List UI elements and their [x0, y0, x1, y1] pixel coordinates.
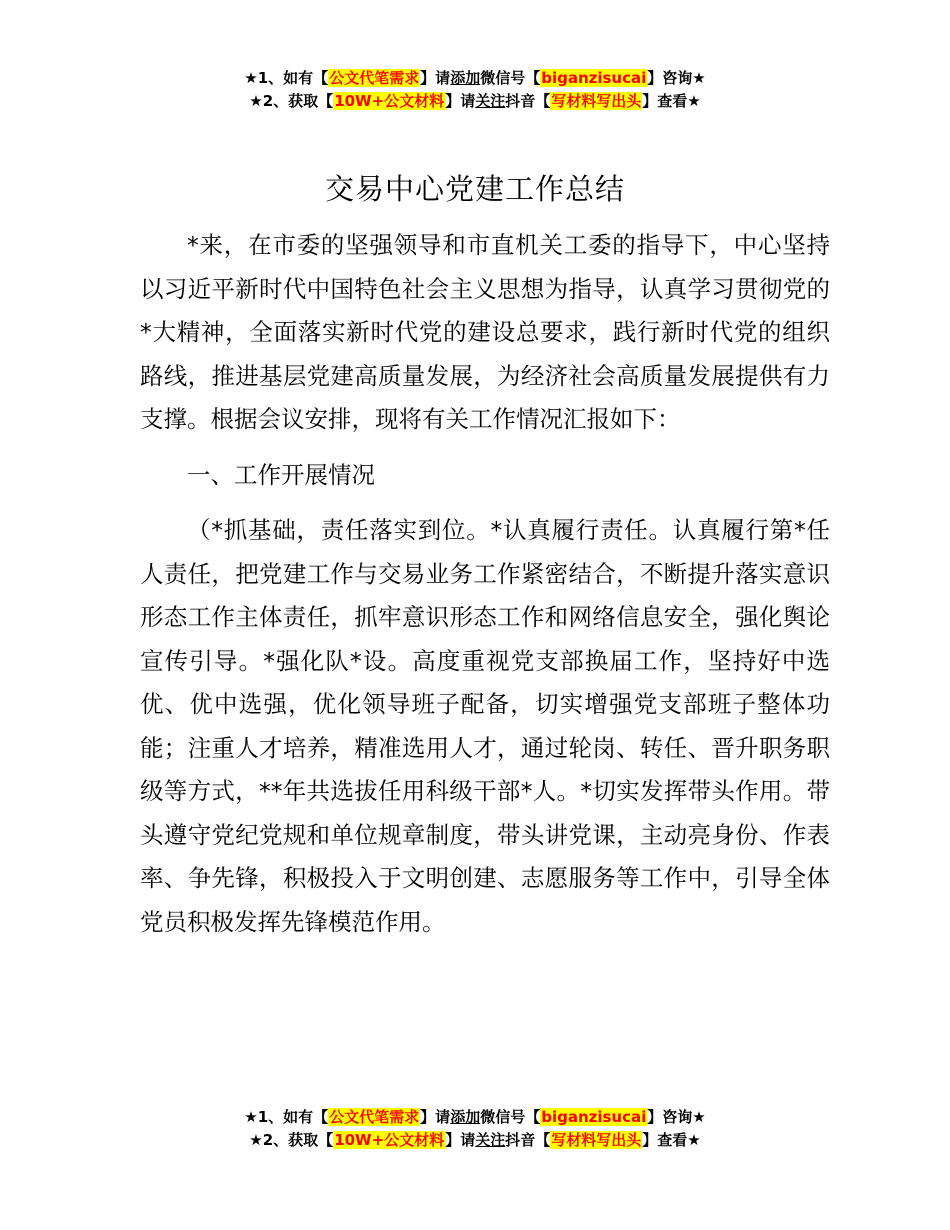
banner-text: 】查看★	[642, 1131, 701, 1149]
banner-line-1	[0, 67, 950, 90]
banner-line-2	[0, 90, 950, 113]
banner-text: ★1、如有【	[244, 69, 329, 87]
banner-text: ★2、获取【	[249, 92, 334, 110]
banner-text: 抖音【	[505, 92, 551, 110]
banner-text: ★1、如有【	[244, 1108, 329, 1126]
highlight-douyin-account: 写材料写出头	[551, 1131, 642, 1149]
highlight-wechat-id: biganzisucai	[541, 1108, 647, 1126]
banner-text: 】查看★	[642, 92, 701, 110]
intro-paragraph: *来，在市委的坚强领导和市直机关工委的指导下，中心坚持以习近平新时代中国特色社会主义思想为指导，认真学习贯彻党的*大精神，全面落实新时代党的建设总要求，践行新时代党的组织路线，推进基层党建高质量发展，为经济社会高质量发展提供有力支撑。根据会议安排，现将有关工作情况汇报如下：	[140, 231, 830, 433]
banner-underlined-text: 关注	[475, 1131, 506, 1149]
highlight-ghostwriting: 公文代笔需求	[329, 69, 420, 87]
highlight-materials: 10W+公文材料	[334, 1131, 445, 1149]
banner-line-1	[0, 1106, 950, 1129]
banner-text: 】咨询★	[647, 1108, 706, 1126]
highlight-materials: 10W+公文材料	[334, 92, 445, 110]
highlight-ghostwriting: 公文代笔需求	[329, 1108, 420, 1126]
section-paragraph: （*抓基础，责任落实到位。*认真履行责任。认真履行第*任人责任，把党建工作与交易业务工作紧密结合，不断提升落实意识形态工作主体责任，抓牢意识形态工作和网络信息安全，强化舆论宣传引导。*强化队*设。高度重视党支部换届工作，坚持好中选优、优中选强，优化领导班子配备，切实增强党支部班子整体功能；注重人才培养，精准选用人才，通过轮岗、转任、晋升职务职级等方式，**年共选拔任用科级干部*人。*切实发挥带头作用。带头遵守党纪党规和单位规章制度，带头讲党课，主动亮身份、作表率、争先锋，积极投入于文明创建、志愿服务等工作中，引导全体党员积极发挥先锋模范作用。	[140, 516, 830, 936]
document-title: 交易中心党建工作总结	[324, 172, 625, 206]
banner-text: 】咨询★	[647, 69, 706, 87]
banner-underlined-text: 添加	[450, 1108, 481, 1126]
banner-text: 】请	[420, 1108, 451, 1126]
banner-text: 抖音【	[505, 1131, 551, 1149]
header-banner	[0, 67, 950, 113]
highlight-wechat-id: biganzisucai	[541, 69, 647, 87]
banner-text: 】请	[420, 69, 451, 87]
banner-underlined-text: 添加	[450, 69, 481, 87]
footer-banner	[0, 1106, 950, 1152]
banner-text: ★2、获取【	[249, 1131, 334, 1149]
banner-text: 微信号【	[480, 69, 541, 87]
highlight-douyin-account: 写材料写出头	[551, 92, 642, 110]
banner-underlined-text: 关注	[475, 92, 506, 110]
banner-text: 】请	[445, 92, 476, 110]
banner-text: 】请	[445, 1131, 476, 1149]
banner-text: 微信号【	[480, 1108, 541, 1126]
document-body	[140, 224, 830, 944]
section-heading: 一、工作开展情况	[187, 460, 375, 489]
banner-line-2	[0, 1129, 950, 1152]
